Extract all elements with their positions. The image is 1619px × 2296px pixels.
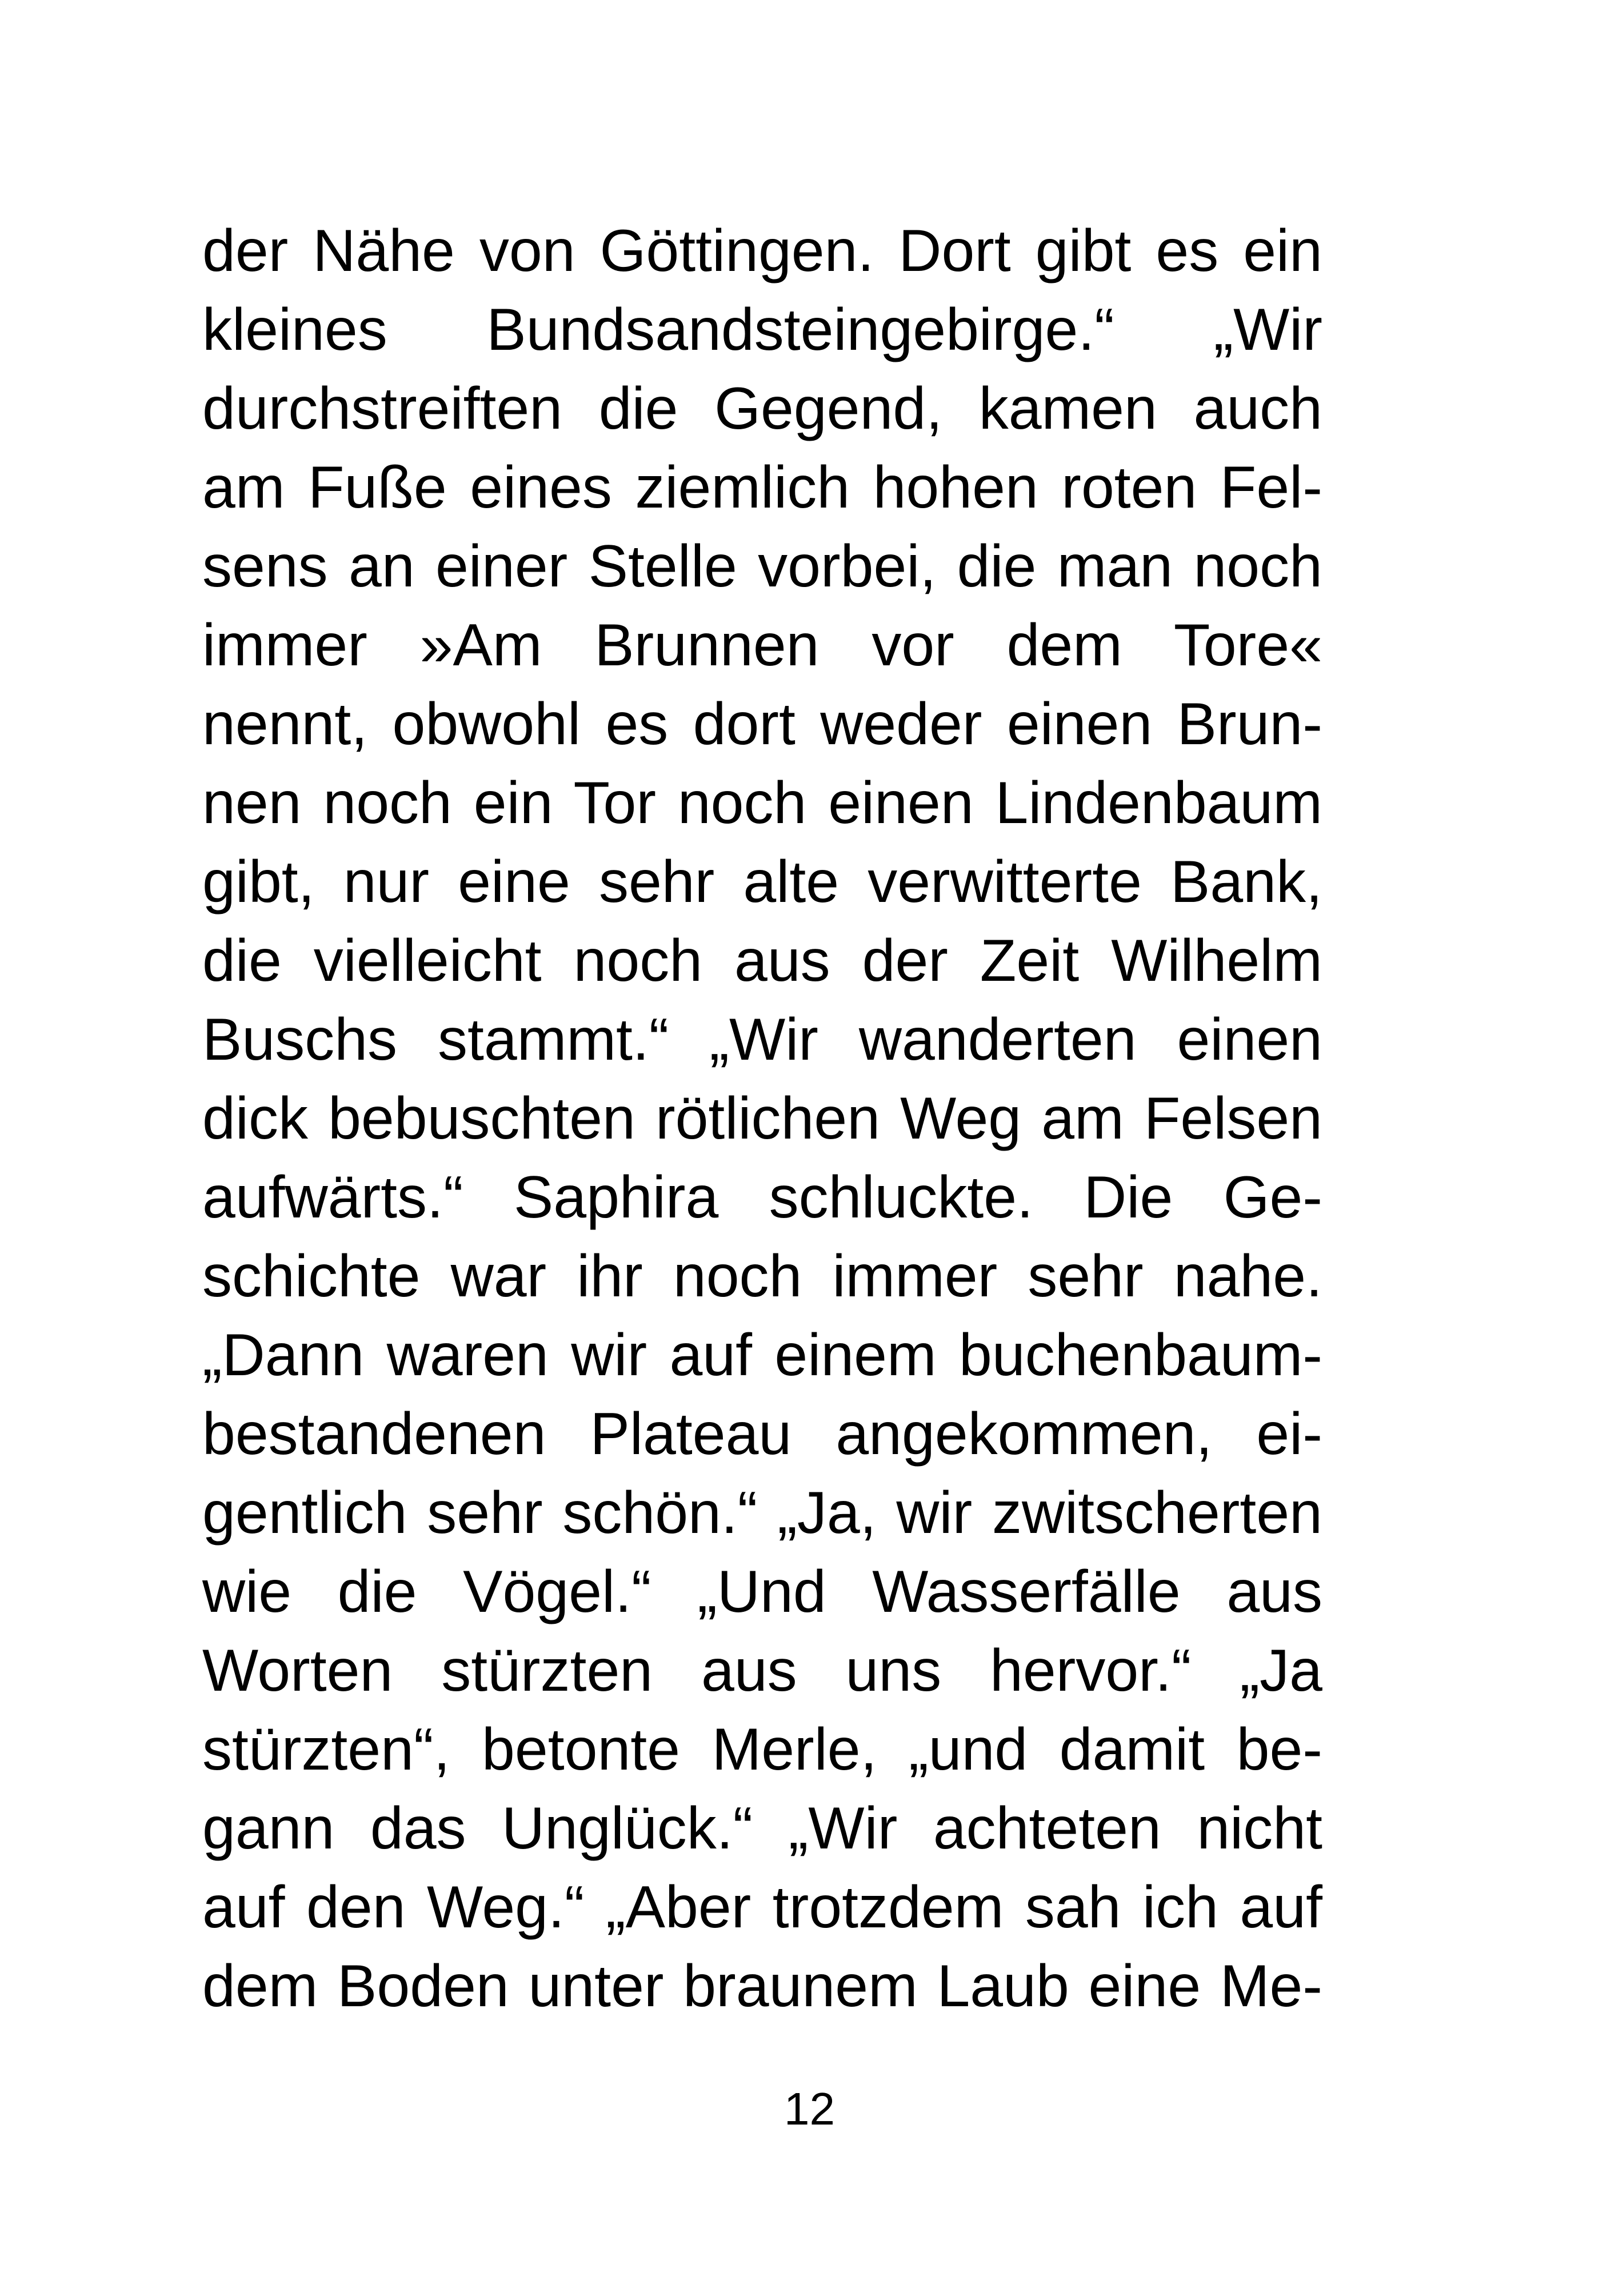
- text-line: sens an einer Stelle vorbei, die man noch: [202, 533, 1322, 600]
- text-line: immer »Am Brunnen vor dem Tore«: [202, 612, 1322, 678]
- text-line: gentlich sehr schön.“ „Ja, wir zwitscherten: [202, 1480, 1322, 1546]
- text-line: kleines Bundsandsteingebirge.“ „Wir: [202, 297, 1322, 363]
- text-line: nen noch ein Tor noch einen Lindenbaum: [202, 770, 1322, 836]
- text-line: schichte war ihr noch immer sehr nahe.: [202, 1243, 1322, 1309]
- text-line: durchstreiften die Gegend, kamen auch: [202, 376, 1322, 442]
- text-line: der Nähe von Göttingen. Dort gibt es ein: [202, 218, 1322, 284]
- text-line: aufwärts.“ Saphira schluckte. Die Ge-: [202, 1164, 1322, 1231]
- text-line: dick bebuschten rötlichen Weg am Felsen: [202, 1085, 1322, 1152]
- text-line: „Dann waren wir auf einem buchenbaum-: [202, 1322, 1322, 1388]
- text-line: bestandenen Plateau angekommen, ei-: [202, 1401, 1322, 1467]
- body-text: [202, 211, 1322, 2026]
- text-line: auf den Weg.“ „Aber trotzdem sah ich auf: [202, 1874, 1322, 1940]
- text-line: nennt, obwohl es dort weder einen Brun-: [202, 691, 1322, 757]
- text-line: Buschs stammt.“ „Wir wanderten einen: [202, 1007, 1322, 1073]
- text-line: stürzten“, betonte Merle, „und damit be-: [202, 1716, 1322, 1783]
- text-line: am Fuße eines ziemlich hohen roten Fel-: [202, 454, 1322, 521]
- text-line: dem Boden unter braunem Laub eine Me-: [202, 1953, 1322, 2019]
- text-line: die vielleicht noch aus der Zeit Wilhelm: [202, 928, 1322, 994]
- page-number: 12: [784, 2083, 835, 2134]
- text-line: gann das Unglück.“ „Wir achteten nicht: [202, 1795, 1322, 1862]
- text-line: gibt, nur eine sehr alte verwitterte Bank,: [202, 849, 1322, 915]
- text-line: Worten stürzten aus uns hervor.“ „Ja: [202, 1638, 1322, 1704]
- text-line: wie die Vögel.“ „Und Wasserfälle aus: [202, 1559, 1322, 1625]
